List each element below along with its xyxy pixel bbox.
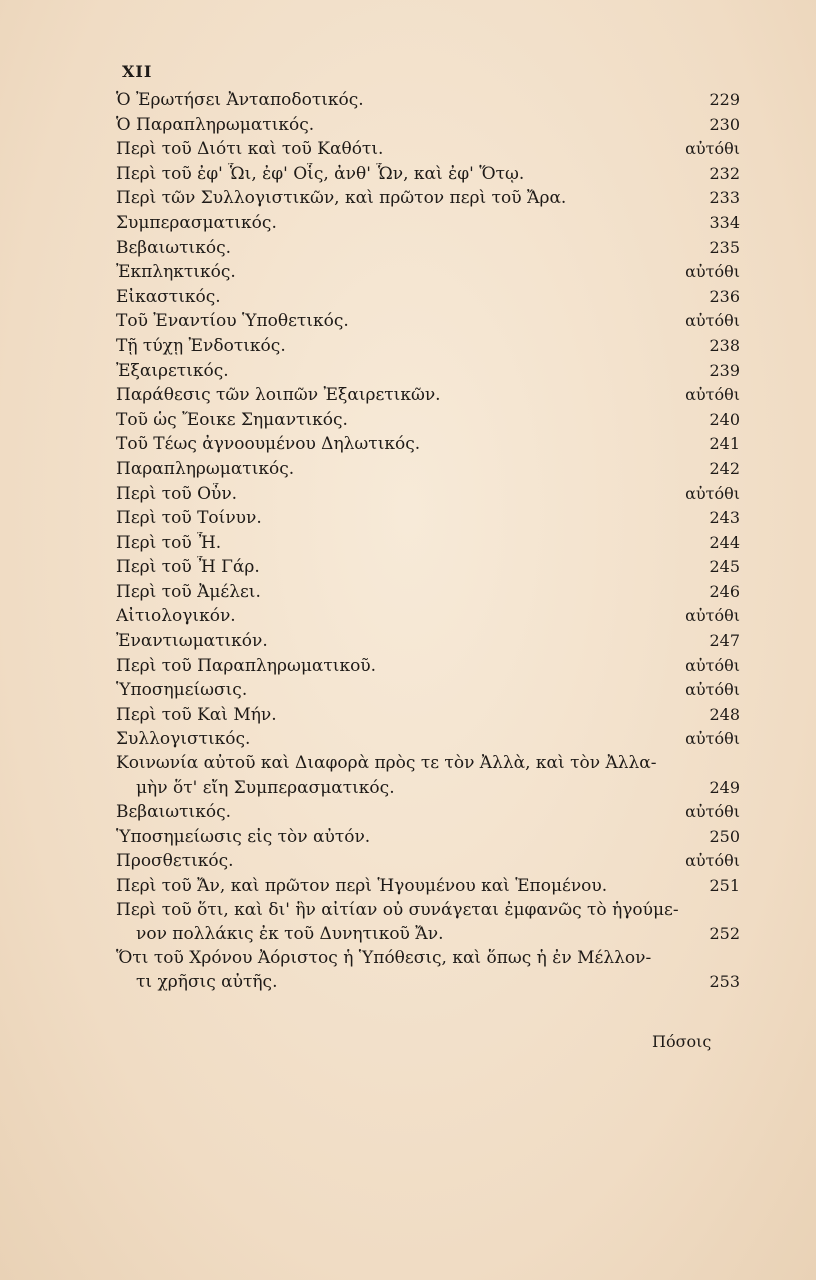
toc-entry: [116, 874, 740, 899]
entry-title: Παράθεσις τῶν λοιπῶν Ἐξαιρετικῶν.: [116, 385, 441, 406]
toc-entry: [116, 727, 740, 752]
entry-title: Παραπληρωματικός.: [116, 458, 295, 479]
entry-page: 248: [709, 704, 740, 724]
entry-title: Ὁ Ἐρωτήσει Ἀνταποδοτικός.: [116, 90, 364, 110]
entry-page: 238: [709, 335, 740, 355]
entry-title: Περὶ τοῦ ἐφ' Ὧι, ἐφ' Οἷς, ἀνθ' Ὧν, καὶ ἐφ' Ὅτῳ.: [116, 163, 525, 184]
toc-entry: [116, 88, 740, 113]
entry-title: Ἐναντιωματικόν.: [116, 631, 268, 652]
toc-entry: [116, 383, 740, 408]
toc-entry: [116, 825, 740, 850]
toc-entry: [116, 752, 740, 800]
toc-entry: [116, 408, 740, 433]
entry-title: Βεβαιωτικός.: [116, 237, 231, 258]
entry-page: 253: [709, 972, 740, 992]
entry-page: αὐτόθι: [685, 385, 740, 405]
entry-title: Περὶ τοῦ Ἀμέλει.: [116, 581, 261, 602]
entry-page: αὐτόθι: [685, 729, 740, 749]
entry-title: Τοῦ Τέως ἀγνοουμένου Δηλωτικός.: [116, 434, 421, 455]
entry-page: 236: [709, 286, 740, 306]
table-of-contents: [116, 88, 740, 995]
entry-page: 244: [709, 532, 740, 552]
entry-page: 334: [709, 212, 740, 232]
entry-page: 229: [709, 90, 740, 109]
entry-title: Περὶ τοῦ Ἦ Γάρ.: [116, 557, 260, 578]
entry-page: 235: [709, 237, 740, 257]
toc-entry: [116, 654, 740, 679]
entry-page: 252: [709, 924, 740, 944]
entry-title-continuation: νον πολλάκις ἐκ τοῦ Δυνητικοῦ Ἄν.: [136, 924, 444, 945]
entry-page: 240: [709, 409, 740, 429]
toc-entry: [116, 211, 740, 236]
toc-entry: [116, 432, 740, 457]
entry-title: Τῇ τύχῃ Ἐνδοτικός.: [116, 335, 286, 356]
entry-page: αὐτόθι: [685, 606, 740, 626]
entry-title: Συμπερασματικός.: [116, 212, 277, 233]
entry-title-continuation: μὴν ὅτ' εἴη Συμπερασματικός.: [136, 777, 395, 798]
entry-page: 241: [709, 434, 740, 454]
entry-title: Ὑποσημείωσις.: [116, 680, 248, 701]
toc-entry: [116, 162, 740, 187]
toc-entry: [116, 629, 740, 654]
toc-entry: [116, 285, 740, 310]
toc-entry: [116, 506, 740, 531]
entry-title: Περὶ τοῦ Οὖν.: [116, 483, 238, 504]
entry-title: Περὶ τοῦ Ἦ.: [116, 532, 222, 553]
toc-entry: [116, 260, 740, 285]
entry-title: Αἰτιολογικόν.: [116, 606, 236, 627]
entry-page: αὐτόθι: [685, 311, 740, 331]
entry-title: Περὶ τοῦ ὅτι, καὶ δι' ἣν αἰτίαν οὐ συνάγεται ἐμφανῶς τὸ ἡγούμε-: [116, 899, 679, 920]
catchword: Πόσοις: [652, 1032, 712, 1051]
entry-page: 246: [709, 581, 740, 601]
entry-title: Περὶ τοῦ Παραπληρωματικοῦ.: [116, 655, 377, 676]
entry-page: 251: [709, 876, 740, 895]
entry-page: 247: [709, 631, 740, 651]
entry-title: Προσθετικός.: [116, 851, 234, 872]
entry-title: Ὁ Παραπληρωματικός.: [116, 114, 315, 135]
entry-title: Τοῦ ὡς Ἔοικε Σημαντικός.: [116, 409, 348, 430]
entry-title: Κοινωνία αὐτοῦ καὶ Διαφορὰ πρὸς τε τὸν Ἀλλὰ, καὶ τὸν Ἀλλα-: [116, 753, 657, 774]
entry-title: Ἐκπληκτικός.: [116, 262, 236, 283]
toc-entry: [116, 604, 740, 629]
entry-page: αὐτόθι: [685, 802, 740, 822]
toc-entry: [116, 899, 740, 947]
toc-entry: [116, 186, 740, 211]
entry-page: 230: [709, 114, 740, 134]
entry-title: Περὶ τοῦ Ἄν, καὶ πρῶτον περὶ Ἡγουμένου καὶ Ἑπομένου.: [116, 876, 608, 896]
entry-page: 232: [709, 163, 740, 183]
toc-entry: [116, 236, 740, 261]
toc-entry: [116, 359, 740, 384]
entry-page: αὐτόθι: [685, 655, 740, 675]
entry-page: 242: [709, 458, 740, 478]
entry-page: αὐτόθι: [685, 483, 740, 503]
toc-entry: [116, 800, 740, 825]
entry-title: Βεβαιωτικός.: [116, 802, 231, 823]
entry-title: Περὶ τοῦ Διότι καὶ τοῦ Καθότι.: [116, 139, 384, 160]
toc-entry: [116, 137, 740, 162]
toc-entry: [116, 334, 740, 359]
entry-page: 249: [709, 777, 740, 797]
toc-entry: [116, 849, 740, 874]
toc-entry: [116, 531, 740, 556]
toc-entry: [116, 113, 740, 138]
toc-entry: [116, 580, 740, 605]
toc-entry: [116, 555, 740, 580]
entry-page: αὐτόθι: [685, 851, 740, 871]
entry-page: 250: [709, 826, 740, 846]
toc-entry: [116, 703, 740, 728]
entry-title: Περὶ τοῦ Τοίνυν.: [116, 508, 262, 529]
entry-page: αὐτόθι: [685, 262, 740, 282]
entry-page: αὐτόθι: [685, 680, 740, 700]
toc-entry: [116, 309, 740, 334]
entry-title: Τοῦ Ἐναντίου Ὑποθετικός.: [116, 311, 349, 332]
entry-title: Περὶ τῶν Συλλογιστικῶν, καὶ πρῶτον περὶ τοῦ Ἄρα.: [116, 188, 567, 209]
entry-title: Ὅτι τοῦ Χρόνου Ἀόριστος ἡ Ὑπόθεσις, καὶ ὅπως ἡ ἐν Μέλλον-: [116, 947, 652, 968]
page-number: XII: [122, 62, 153, 81]
toc-entry: [116, 457, 740, 482]
entry-page: 245: [709, 557, 740, 577]
toc-entry: [116, 947, 740, 995]
entry-title: Εἰκαστικός.: [116, 286, 221, 307]
entry-title: Συλλογιστικός.: [116, 729, 251, 750]
entry-page: 233: [709, 188, 740, 208]
entry-title: Ὑποσημείωσις εἰς τὸν αὐτόν.: [116, 826, 371, 847]
toc-entry: [116, 678, 740, 703]
entry-page: 243: [709, 508, 740, 528]
entry-page: αὐτόθι: [685, 139, 740, 159]
entry-title-continuation: τι χρῆσις αὐτῆς.: [136, 972, 278, 993]
toc-entry: [116, 482, 740, 507]
entry-page: 239: [709, 360, 740, 380]
entry-title: Ἐξαιρετικός.: [116, 360, 229, 381]
entry-title: Περὶ τοῦ Καὶ Μήν.: [116, 704, 277, 725]
